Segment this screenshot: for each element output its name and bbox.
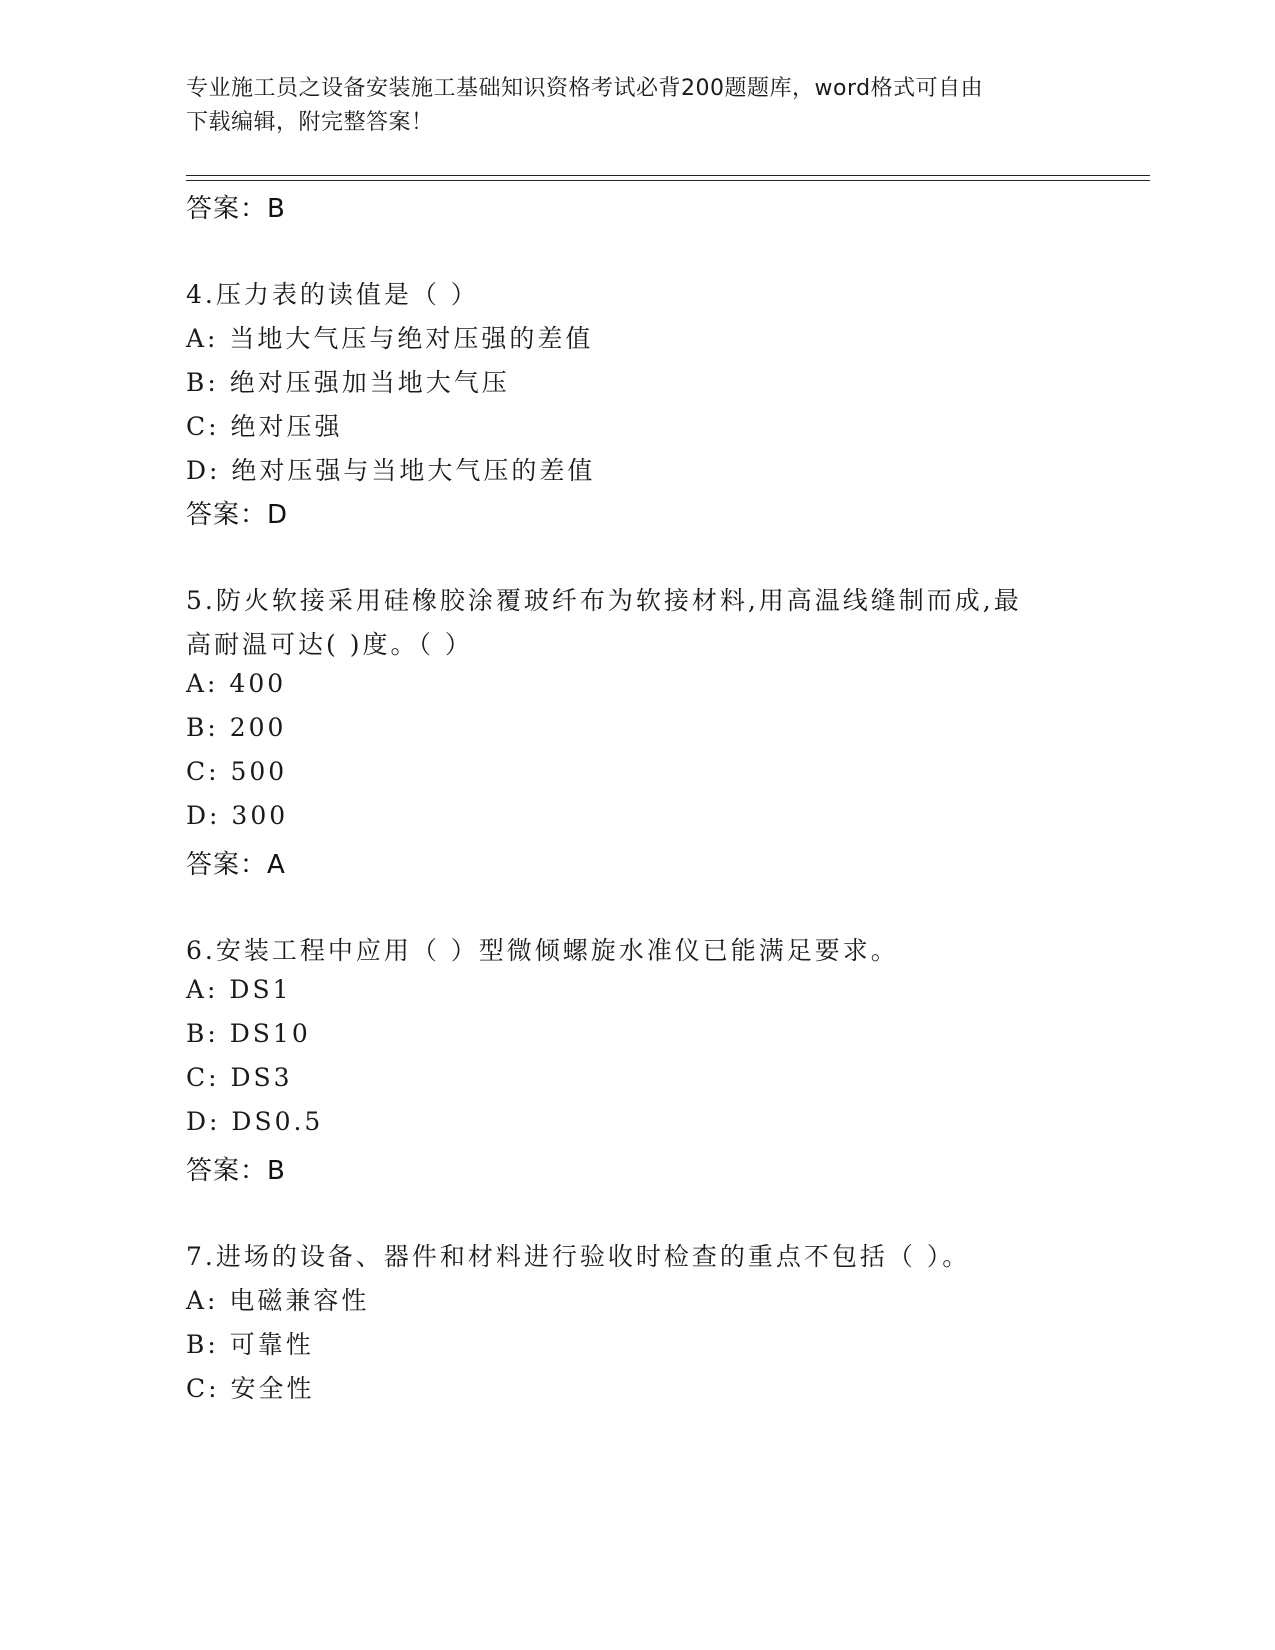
question-7-option-a: A: 电磁兼容性 [186,1286,370,1315]
question-6-answer: 答案：B [186,1156,286,1186]
question-4-answer: 答案：D [186,500,289,530]
header-line-1: 专业施工员之设备安装施工基础知识资格考试必背200题题库，word格式可自由 [186,76,984,101]
question-6-option-d: D: DS0.5 [186,1107,324,1136]
question-7-text: 7.进场的设备、器件和材料进行验收时检查的重点不包括（ ）。 [186,1242,971,1271]
question-6-text: 6.安装工程中应用（ ）型微倾螺旋水准仪已能满足要求。 [186,936,899,965]
question-5-option-b: B: 200 [186,713,287,742]
question-4-text: 4.压力表的读值是（ ） [186,280,479,309]
question-6-option-c: C: DS3 [186,1063,293,1092]
question-5-option-a: A: 400 [186,669,287,698]
question-4-option-b: B: 绝对压强加当地大气压 [186,368,510,397]
answer-previous: 答案：B [186,194,286,224]
question-6-option-b: B: DS10 [186,1019,311,1048]
question-5-text-line-1: 5.防火软接采用硅橡胶涂覆玻纤布为软接材料,用高温线缝制而成,最 [186,586,1022,615]
question-4-option-a: A: 当地大气压与绝对压强的差值 [186,324,594,353]
header-line-2: 下载编辑，附完整答案！ [186,110,434,135]
question-5-option-d: D: 300 [186,801,289,830]
question-5-answer: 答案：A [186,850,286,880]
question-5-option-c: C: 500 [186,757,288,786]
question-7-option-b: B: 可靠性 [186,1330,314,1359]
question-7-option-c: C: 安全性 [186,1374,315,1403]
header-divider-top [186,175,1150,176]
header-divider-bottom [186,180,1150,181]
question-6-option-a: A: DS1 [186,975,292,1004]
document-header [186,72,1066,140]
question-4-option-d: D: 绝对压强与当地大气压的差值 [186,456,596,485]
question-5-text-line-2: 高耐温可达( )度。（ ） [186,630,473,659]
question-4-option-c: C: 绝对压强 [186,412,343,441]
